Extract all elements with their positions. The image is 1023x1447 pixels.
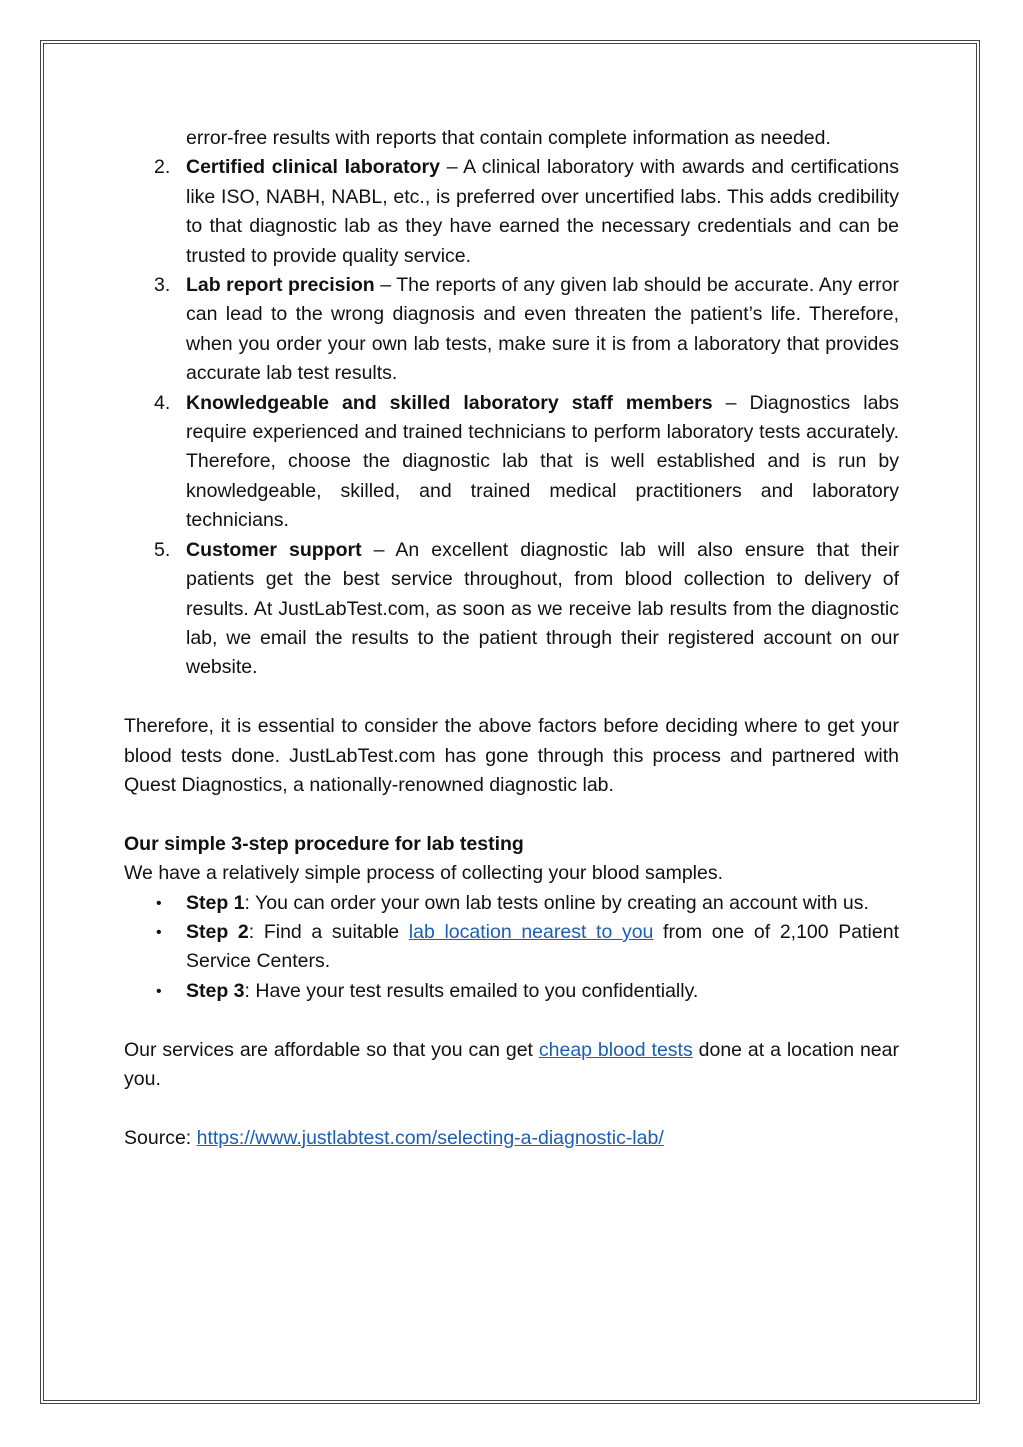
list-item-factor <box>124 536 899 683</box>
list-item-step <box>124 977 899 1006</box>
lab-location-link[interactable]: lab location nearest to you <box>408 920 654 943</box>
list-item-factor <box>124 389 899 536</box>
services-text-after: done at a location near you. <box>124 1038 899 1090</box>
list-item-step <box>124 918 899 977</box>
step-label: Step 3 <box>186 979 245 1002</box>
list-number: 2. <box>154 156 171 179</box>
list-item-continuation <box>124 124 899 153</box>
procedure-heading <box>124 830 899 859</box>
continuation-text: error-free results with reports that contain complete information as needed. <box>186 127 831 149</box>
procedure-intro: We have a relatively simple process of collecting your blood samples. <box>124 862 724 885</box>
document-body <box>124 124 899 1153</box>
paragraph-gap <box>124 683 899 712</box>
factor-title: Customer support <box>186 538 362 561</box>
bullet-icon: • <box>156 894 162 912</box>
paragraph-gap <box>124 1006 899 1035</box>
procedure-heading-text: Our simple 3-step procedure for lab testing <box>124 832 524 855</box>
factor-title: Certified clinical laboratory <box>186 156 440 179</box>
factor-title: Lab report precision <box>186 274 375 297</box>
factor-text: – A clinical laboratory with awards and certifications like ISO, NABH, NABL, etc., is preferred over uncertified labs. This adds credibility to that diagnostic lab as they have earned the necessary credentials and can be trusted to provide quality service. <box>186 156 899 267</box>
source-link[interactable]: https://www.justlabtest.com/selecting-a-diagnostic-lab/ <box>196 1126 664 1149</box>
conclusion-paragraph: Therefore, it is essential to consider the above factors before deciding where to get your blood tests done. JustLabTest.com has gone through this process and partnered with Quest Diagnostics, a nationally-renowned diagnostic lab. <box>124 715 899 796</box>
services-paragraph <box>124 1036 899 1095</box>
list-number: 3. <box>154 274 171 297</box>
step-text: : Have your test results emailed to you confidentially. <box>244 979 699 1002</box>
services-text-before: Our services are affordable so that you can get <box>124 1038 539 1061</box>
source-line <box>124 1124 899 1153</box>
step-text-after: from one of 2,100 Patient Service Centers. <box>186 920 899 973</box>
step-label: Step 2 <box>186 920 249 943</box>
bullet-icon: • <box>156 982 162 1000</box>
factor-title: Knowledgeable and skilled laboratory staff members <box>186 391 713 414</box>
list-number: 5. <box>154 538 171 561</box>
list-number: 4. <box>154 391 171 414</box>
step-text: : You can order your own lab tests online by creating an account with us. <box>244 891 869 914</box>
paragraph-gap <box>124 800 899 829</box>
step-text-before: : Find a suitable <box>248 920 409 943</box>
cheap-blood-tests-link[interactable]: cheap blood tests <box>538 1038 693 1061</box>
step-label: Step 1 <box>186 891 245 914</box>
list-item-step <box>124 889 899 918</box>
factor-text: – The reports of any given lab should be accurate. Any error can lead to the wrong diagnosis and even threaten the patient’s life. Therefore, when you order your own lab tests, make sure it is from a laboratory that provides accurate lab test results. <box>186 274 899 385</box>
list-item-factor <box>124 153 899 271</box>
bullet-icon: • <box>156 923 162 941</box>
paragraph-gap <box>124 1094 899 1123</box>
factor-text: – Diagnostics labs require experienced and trained technicians to perform laboratory tests accurately. Therefore, choose the diagnostic lab that is well established and is run by knowledgeable, skilled, and trained medical practitioners and laboratory technicians. <box>186 391 900 532</box>
list-item-factor <box>124 271 899 389</box>
factor-text: – An excellent diagnostic lab will also ensure that their patients get the best service throughout, from blood collection to delivery of results. At JustLabTest.com, as soon as we receive lab results from the diagnostic lab, we email the results to the patient through their registered account on our website. <box>186 538 899 679</box>
source-label: Source: <box>124 1126 197 1149</box>
